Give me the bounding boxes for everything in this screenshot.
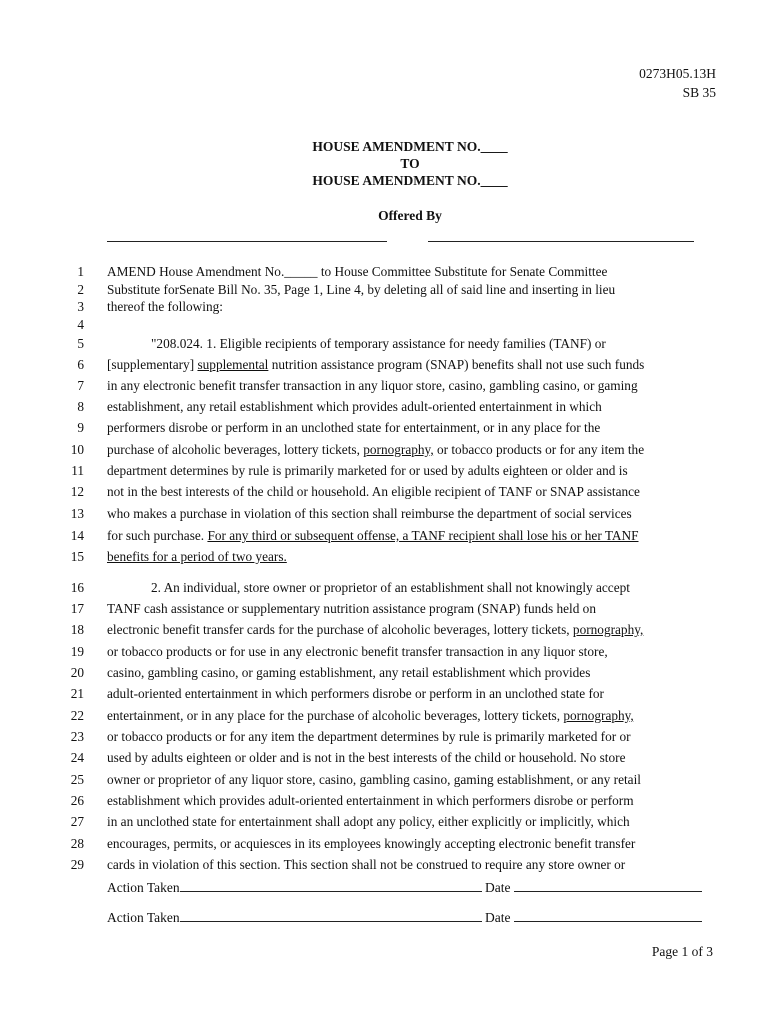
inserted-text: benefits for a period of two years. <box>107 549 287 564</box>
line-text: AMEND House Amendment No._____ to House Committee Substitute for Senate Committee <box>107 264 608 279</box>
line-8 <box>0 399 770 419</box>
line-number: 25 <box>70 772 84 787</box>
line-21 <box>0 686 770 706</box>
line-text: performers disrobe or perform in an unclothed state for entertainment, or in any place for the <box>107 420 601 435</box>
line-15 <box>0 549 770 569</box>
line-22 <box>0 708 770 728</box>
line-number: 21 <box>70 686 84 701</box>
line-text: "208.024. 1. Eligible recipients of temporary assistance for needy families (TANF) or <box>151 336 606 351</box>
line-number: 7 <box>77 378 84 393</box>
line-number: 28 <box>70 836 84 851</box>
action-taken-row-2 <box>107 908 702 926</box>
line-number: 29 <box>70 857 84 872</box>
line-11 <box>0 463 770 483</box>
line-number: 1 <box>77 264 84 279</box>
action-taken-label: Action Taken <box>107 910 180 925</box>
line-3 <box>0 299 770 319</box>
line-23 <box>0 729 770 749</box>
line-number: 18 <box>70 622 84 637</box>
line-28 <box>0 836 770 856</box>
line-number: 9 <box>77 420 84 435</box>
date-label: Date <box>485 910 511 925</box>
line-number: 15 <box>70 549 84 564</box>
line-17 <box>0 601 770 621</box>
line-number: 23 <box>70 729 84 744</box>
line-number: 13 <box>70 506 84 521</box>
line-text: who makes a purchase in violation of this section shall reimburse the department of social services <box>107 506 632 521</box>
line-25 <box>0 772 770 792</box>
line-number: 2 <box>77 282 84 297</box>
inserted-text: pornography, <box>572 622 644 637</box>
line-text: casino, gambling casino, or gaming establishment, any retail establishment which provides <box>107 665 591 680</box>
line-text: establishment which provides adult-oriented entertainment in which performers disrobe or perform <box>107 793 634 808</box>
action-taken-row-1 <box>107 878 702 896</box>
line-text-segment: entertainment, or in any place for the purchase of alcoholic beverages, lottery tickets, <box>107 708 564 723</box>
line-number: 10 <box>70 442 84 457</box>
line-6 <box>0 357 770 377</box>
line-text: Substitute forSenate Bill No. 35, Page 1, Line 4, by deleting all of said line and inserting in lieu <box>107 282 616 297</box>
title-line-2: TO <box>400 156 420 171</box>
page-number: Page 1 of 3 <box>651 944 713 959</box>
line-19 <box>0 644 770 664</box>
line-number: 5 <box>77 336 84 351</box>
line-text: encourages, permits, or acquiesces in its employees knowingly accepting electronic benefit transfer <box>107 836 636 851</box>
line-text: department determines by rule is primarily marketed for or used by adults eighteen or older and is <box>107 463 628 478</box>
line-text: owner or proprietor of any liquor store, casino, gambling casino, gaming establishment, or any retail <box>107 772 641 787</box>
line-text-segment: nutrition assistance program (SNAP) benefits shall not use such funds <box>268 357 645 372</box>
line-text: cards in violation of this section. This section shall not be construed to require any store owner or <box>107 857 626 872</box>
line-text: or tobacco products or for any item the department determines by rule is primarily marketed for or <box>107 729 631 744</box>
amendment-code: 0273H05.13H <box>639 66 716 81</box>
line-27 <box>0 814 770 834</box>
line-number: 24 <box>70 750 84 765</box>
title-line-3: HOUSE AMENDMENT NO.____ <box>312 173 508 188</box>
line-number: 19 <box>70 644 84 659</box>
line-number: 12 <box>70 484 84 499</box>
line-text: or tobacco products or for use in any electronic benefit transfer transaction in any liquor store, <box>107 644 608 659</box>
line-text-segment: for such purchase. <box>107 528 208 543</box>
line-text: adult-oriented entertainment in which performers disrobe or perform in an unclothed state for <box>107 686 604 701</box>
line-number: 8 <box>77 399 84 414</box>
document-header-code <box>639 64 716 102</box>
action-taken-blank[interactable] <box>180 878 482 892</box>
line-number: 17 <box>70 601 84 616</box>
line-number: 16 <box>70 580 84 595</box>
line-9 <box>0 420 770 440</box>
line-16 <box>0 580 770 600</box>
date-blank[interactable] <box>514 878 702 892</box>
bill-number: SB 35 <box>682 85 716 100</box>
line-number: 4 <box>77 317 84 332</box>
inserted-text: For any third or subsequent offense, a TANF recipient shall lose his or her TANF <box>207 528 639 543</box>
line-20 <box>0 665 770 685</box>
line-14 <box>0 528 770 548</box>
line-text-segment: electronic benefit transfer cards for the purchase of alcoholic beverages, lottery tickets, <box>107 622 573 637</box>
line-text <box>107 357 644 373</box>
line-number: 14 <box>70 528 84 543</box>
date-label: Date <box>485 880 511 895</box>
line-text: used by adults eighteen or older and is not in the best interests of the child or household. No store <box>107 750 626 765</box>
line-number: 6 <box>77 357 84 372</box>
offered-by-signature-line-left <box>107 241 387 242</box>
action-taken-blank[interactable] <box>180 908 482 922</box>
line-text: establishment, any retail establishment which provides adult-oriented entertainment in which <box>107 399 602 414</box>
inserted-text: pornography, <box>363 442 434 457</box>
line-10 <box>0 442 770 462</box>
amendment-title <box>0 138 770 189</box>
line-7 <box>0 378 770 398</box>
line-text <box>107 528 639 544</box>
line-12 <box>0 484 770 504</box>
line-text-segment: purchase of alcoholic beverages, lottery tickets, <box>107 442 364 457</box>
offered-by-signature-line-right <box>428 241 694 242</box>
line-text-segment: [supplementary] <box>107 357 198 372</box>
line-text: 2. An individual, store owner or proprietor of an establishment shall not knowingly accept <box>151 580 630 595</box>
line-text: in any electronic benefit transfer transaction in any liquor store, casino, gambling casino, or gaming <box>107 378 638 393</box>
line-1 <box>0 264 770 284</box>
line-number: 27 <box>70 814 84 829</box>
line-number: 3 <box>77 299 84 314</box>
line-number: 20 <box>70 665 84 680</box>
line-text: not in the best interests of the child or household. An eligible recipient of TANF or SNAP assistance <box>107 484 640 499</box>
inserted-text: pornography, <box>563 708 634 723</box>
line-4 <box>0 317 770 337</box>
line-26 <box>0 793 770 813</box>
line-text <box>107 442 644 458</box>
line-number: 11 <box>71 463 84 478</box>
line-24 <box>0 750 770 770</box>
line-number: 26 <box>70 793 84 808</box>
line-text <box>107 549 287 565</box>
line-text: TANF cash assistance or supplementary nutrition assistance program (SNAP) funds held on <box>107 601 596 616</box>
line-29 <box>0 857 770 877</box>
line-text: in an unclothed state for entertainment shall adopt any policy, either explicitly or implicitly, which <box>107 814 630 829</box>
inserted-text: supplemental <box>197 357 269 372</box>
offered-by-label: Offered By <box>378 208 442 223</box>
action-taken-label: Action Taken <box>107 880 180 895</box>
line-text <box>107 622 643 638</box>
line-text: thereof the following: <box>107 299 223 314</box>
date-blank[interactable] <box>514 908 702 922</box>
line-5 <box>0 336 770 356</box>
line-18 <box>0 622 770 642</box>
title-line-1: HOUSE AMENDMENT NO.____ <box>312 139 508 154</box>
line-text-segment: or tobacco products or for any item the <box>433 442 645 457</box>
line-number: 22 <box>70 708 84 723</box>
line-text <box>107 708 634 724</box>
line-13 <box>0 506 770 526</box>
